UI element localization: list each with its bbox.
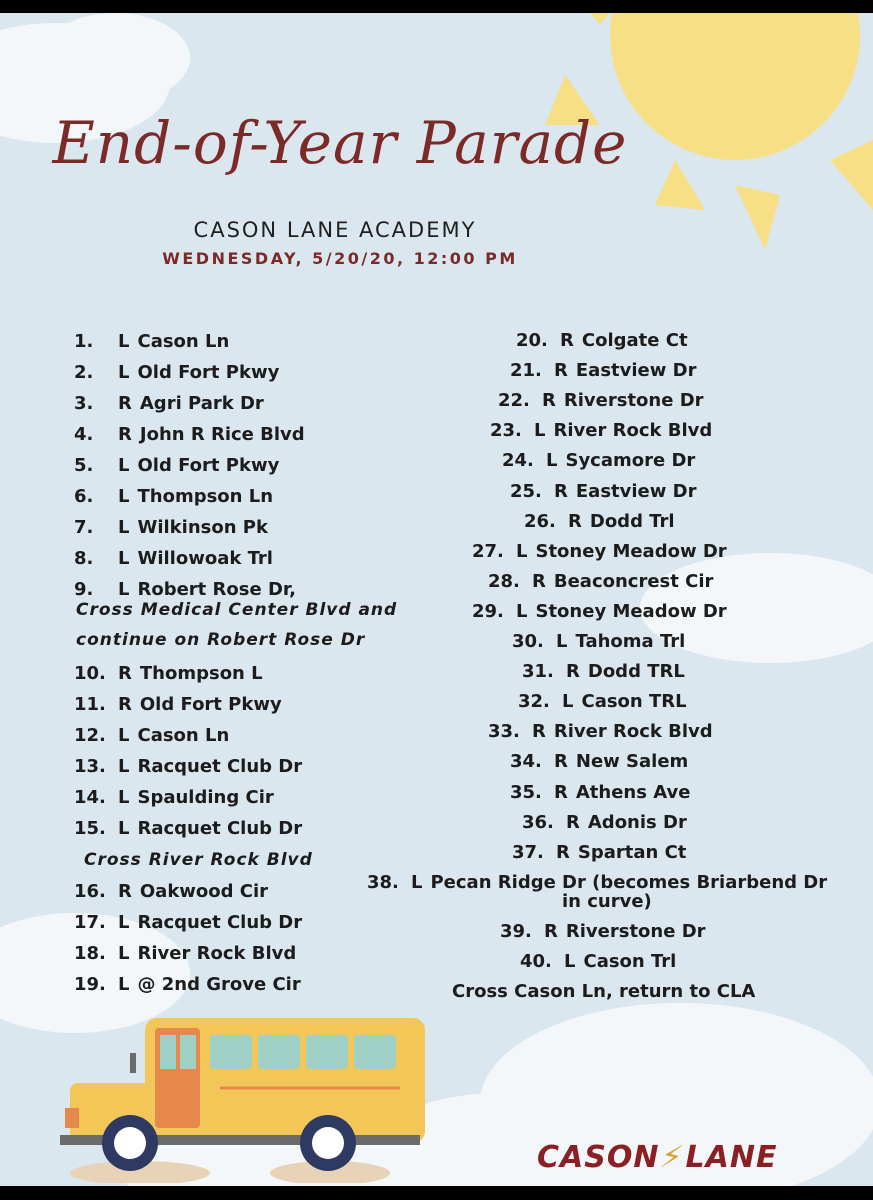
route-step bbox=[74, 756, 302, 777]
route-step-number: 22. bbox=[498, 390, 530, 412]
route-step-number: 9. bbox=[74, 579, 94, 600]
route-step bbox=[74, 486, 273, 507]
route-step-number: 39. bbox=[500, 921, 532, 942]
route-note: Cross Medical Center Blvd and bbox=[76, 600, 398, 620]
route-step bbox=[510, 751, 688, 772]
route-step-direction: L bbox=[546, 450, 558, 472]
route-step-number: 24. bbox=[502, 450, 534, 472]
route-step-direction: R bbox=[560, 330, 574, 351]
route-step-street: Riverstone Dr bbox=[565, 921, 706, 942]
route-step-street: Old Fort Pkwy bbox=[137, 455, 280, 476]
route-step-street: Oakwood Cir bbox=[139, 881, 269, 902]
route-step bbox=[516, 330, 688, 351]
route-step bbox=[74, 725, 229, 746]
route-step-number: 32. bbox=[518, 691, 550, 713]
route-step-street: Eastview Dr bbox=[575, 360, 697, 382]
route-step-number: 19. bbox=[74, 974, 106, 995]
route-step-number: 33. bbox=[488, 721, 520, 743]
route-step-number: 29. bbox=[472, 600, 504, 622]
route-step-number: 17. bbox=[74, 912, 106, 933]
route-step-street: Thompson L bbox=[139, 663, 263, 684]
route-step-street: Racquet Club Dr bbox=[137, 912, 303, 933]
route-step bbox=[502, 450, 695, 471]
route-step bbox=[74, 331, 229, 352]
route-step-direction: L bbox=[118, 517, 130, 538]
route-step bbox=[522, 661, 685, 682]
route-step bbox=[522, 812, 687, 833]
route-step bbox=[367, 872, 827, 893]
route-step-direction: R bbox=[568, 510, 582, 532]
route-step bbox=[74, 393, 264, 414]
route-step bbox=[524, 511, 675, 532]
route-step-street: Willowoak Trl bbox=[137, 548, 273, 569]
route-step-number: 31. bbox=[522, 661, 554, 683]
route-step-direction: L bbox=[118, 362, 130, 383]
route-step-street: Adonis Dr bbox=[587, 811, 687, 833]
route-step bbox=[510, 782, 690, 803]
route-step-number: 40. bbox=[520, 951, 552, 972]
route-step-direction: R bbox=[118, 663, 132, 684]
route-step-direction: R bbox=[554, 781, 568, 803]
route-final-note: Cross Cason Ln, return to CLA bbox=[452, 981, 756, 1002]
page-title: End-of-Year Parade bbox=[52, 109, 628, 177]
route-step-direction: R bbox=[556, 841, 570, 863]
route-step-street: Old Fort Pkwy bbox=[137, 362, 280, 383]
route-step-direction: L bbox=[556, 631, 568, 652]
route-note: Cross River Rock Blvd bbox=[84, 850, 313, 870]
route-step bbox=[500, 921, 706, 942]
route-step-direction: R bbox=[532, 570, 546, 592]
route-step-street: Old Fort Pkwy bbox=[139, 694, 282, 715]
route-step-direction: R bbox=[566, 811, 580, 833]
route-step-street: Riverstone Dr bbox=[563, 390, 704, 412]
route-step bbox=[488, 721, 713, 742]
route-step-street: Tahoma Trl bbox=[575, 631, 686, 652]
route-step bbox=[74, 362, 279, 383]
route-step-number: 10. bbox=[74, 663, 106, 684]
route-step-direction: L bbox=[118, 548, 130, 569]
event-date: WEDNESDAY, 5/20/20, 12:00 PM bbox=[162, 249, 518, 268]
cason-lane-logo bbox=[537, 1140, 777, 1175]
route-step-street: River Rock Blvd bbox=[137, 943, 297, 964]
route-step-direction: R bbox=[118, 694, 132, 715]
route-note: continue on Robert Rose Dr bbox=[76, 630, 366, 650]
route-step-direction: L bbox=[562, 691, 574, 713]
route-step-direction: L bbox=[516, 540, 528, 562]
route-step-street: Agri Park Dr bbox=[139, 393, 264, 414]
route-step-number: 23. bbox=[490, 420, 522, 442]
route-step-number: 16. bbox=[74, 881, 106, 902]
route-step-street: Colgate Ct bbox=[581, 330, 688, 351]
route-step-street: Thompson Ln bbox=[137, 486, 274, 507]
route-step-street: Cason Ln bbox=[137, 331, 230, 352]
route-step-direction: L bbox=[118, 818, 130, 839]
route-step bbox=[74, 424, 305, 445]
route-step-number: 2. bbox=[74, 362, 94, 383]
route-step bbox=[74, 912, 302, 933]
route-step-direction: R bbox=[118, 881, 132, 902]
route-step bbox=[74, 943, 296, 964]
route-step-direction: R bbox=[554, 751, 568, 773]
route-step-number: 6. bbox=[74, 486, 94, 507]
route-step bbox=[488, 571, 713, 592]
route-step-number: 15. bbox=[74, 818, 106, 839]
route-step-direction: L bbox=[118, 455, 130, 476]
route-step-number: 25. bbox=[510, 480, 542, 502]
route-step bbox=[74, 818, 302, 839]
route-step-direction: L bbox=[118, 943, 130, 964]
route-step-direction: R bbox=[532, 721, 546, 743]
logo-text-left: CASON bbox=[537, 1140, 660, 1175]
route-step-street: Beaconcrest Cir bbox=[553, 570, 714, 592]
logo-bolt-icon: ⚡ bbox=[657, 1140, 688, 1175]
route-step-direction: L bbox=[516, 600, 528, 622]
route-step bbox=[520, 951, 676, 972]
route-step-street: Spartan Ct bbox=[577, 841, 687, 863]
route-step-street: Sycamore Dr bbox=[565, 450, 696, 472]
route-step-street: Athens Ave bbox=[575, 781, 691, 803]
route-step-number: 20. bbox=[516, 330, 548, 351]
school-name: CASON LANE ACADEMY bbox=[193, 218, 477, 242]
route-note: in curve) bbox=[562, 891, 652, 912]
route-step bbox=[74, 663, 263, 684]
route-step-direction: R bbox=[554, 480, 568, 502]
route-step bbox=[472, 541, 727, 562]
route-step-direction: R bbox=[118, 424, 132, 445]
route-step-street: @ 2nd Grove Cir bbox=[137, 974, 301, 995]
route-step-street: Dodd Trl bbox=[589, 510, 675, 532]
route-step-direction: L bbox=[118, 331, 130, 352]
route-step-number: 1. bbox=[74, 331, 94, 352]
route-step-number: 18. bbox=[74, 943, 106, 964]
route-step-direction: L bbox=[118, 787, 130, 808]
route-step bbox=[74, 881, 268, 902]
route-step bbox=[518, 691, 687, 712]
route-step bbox=[498, 390, 704, 411]
route-step bbox=[74, 974, 301, 995]
route-step-number: 38. bbox=[367, 871, 399, 893]
route-step-number: 34. bbox=[510, 751, 542, 773]
route-step-direction: L bbox=[118, 756, 130, 777]
route-step-street: Eastview Dr bbox=[575, 480, 697, 502]
route-step-number: 27. bbox=[472, 540, 504, 562]
route-step-number: 26. bbox=[524, 510, 556, 532]
route-step-number: 36. bbox=[522, 811, 554, 833]
route-step-street: Robert Rose Dr, bbox=[137, 579, 296, 600]
route-step-street: River Rock Blvd bbox=[553, 721, 713, 743]
cloud bbox=[40, 13, 190, 103]
route-step-street: Dodd TRL bbox=[587, 661, 685, 683]
route-step bbox=[512, 842, 686, 863]
route-step-street: Pecan Ridge Dr (becomes Briarbend Dr bbox=[430, 871, 828, 893]
route-step bbox=[74, 579, 296, 600]
route-step-number: 12. bbox=[74, 725, 106, 746]
route-step-direction: R bbox=[542, 390, 556, 412]
route-step-direction: L bbox=[564, 951, 576, 972]
route-step-direction: L bbox=[118, 725, 130, 746]
route-step-number: 11. bbox=[74, 694, 106, 715]
route-step-street: River Rock Blvd bbox=[553, 420, 713, 442]
route-step-number: 7. bbox=[74, 517, 94, 538]
route-step bbox=[472, 601, 727, 622]
route-step-street: Stoney Meadow Dr bbox=[535, 540, 727, 562]
route-step bbox=[490, 420, 712, 441]
route-step-number: 35. bbox=[510, 781, 542, 803]
route-step-direction: L bbox=[118, 912, 130, 933]
route-step-street: Spaulding Cir bbox=[137, 787, 274, 808]
route-step-number: 21. bbox=[510, 360, 542, 382]
route-step-street: Racquet Club Dr bbox=[137, 756, 303, 777]
route-step-street: Cason Ln bbox=[137, 725, 230, 746]
route-step-direction: L bbox=[118, 579, 130, 600]
route-step-number: 4. bbox=[74, 424, 94, 445]
route-step-direction: L bbox=[411, 871, 423, 893]
route-step bbox=[74, 548, 273, 569]
school-bus-icon bbox=[60, 1013, 430, 1183]
route-step-number: 13. bbox=[74, 756, 106, 777]
route-step-street: Stoney Meadow Dr bbox=[535, 600, 727, 622]
route-step-street: New Salem bbox=[575, 751, 689, 773]
route-step-direction: R bbox=[554, 360, 568, 382]
route-step-number: 5. bbox=[74, 455, 94, 476]
route-step-direction: R bbox=[118, 393, 132, 414]
route-step bbox=[510, 481, 696, 502]
route-step-direction: R bbox=[544, 921, 558, 942]
route-step-number: 30. bbox=[512, 631, 544, 652]
route-step-street: Cason Trl bbox=[583, 951, 677, 972]
logo-text-right: LANE bbox=[685, 1140, 778, 1175]
route-step-street: Wilkinson Pk bbox=[137, 517, 268, 538]
route-step-street: Cason TRL bbox=[581, 691, 687, 713]
route-step-number: 8. bbox=[74, 548, 94, 569]
route-step-direction: R bbox=[566, 661, 580, 683]
route-step-number: 28. bbox=[488, 570, 520, 592]
route-step-direction: L bbox=[118, 486, 130, 507]
route-step-direction: L bbox=[118, 974, 130, 995]
poster bbox=[0, 13, 873, 1186]
route-step-number: 37. bbox=[512, 841, 544, 863]
route-step-number: 3. bbox=[74, 393, 94, 414]
route-step-number: 14. bbox=[74, 787, 106, 808]
route-step bbox=[512, 631, 685, 652]
route-step bbox=[510, 360, 696, 381]
route-step bbox=[74, 517, 268, 538]
route-step bbox=[74, 787, 274, 808]
route-step-street: Racquet Club Dr bbox=[137, 818, 303, 839]
route-step-street: John R Rice Blvd bbox=[139, 424, 305, 445]
route-step-direction: L bbox=[534, 420, 546, 442]
route-step bbox=[74, 455, 279, 476]
route-step bbox=[74, 694, 282, 715]
